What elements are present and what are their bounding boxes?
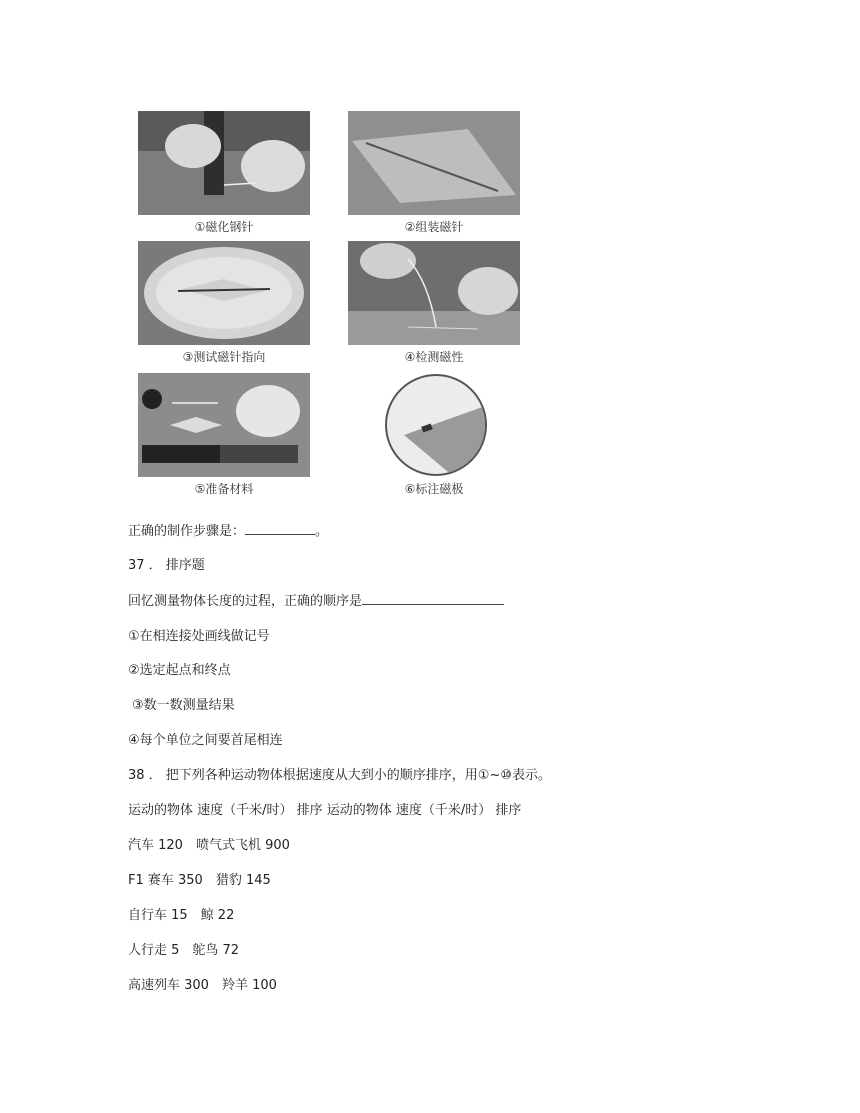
q37-option-4: ④每个单位之间要首尾相连 [128, 733, 283, 748]
q38-title: 38 ． 把下列各种运动物体根据速度从大到小的顺序排序，用①~⑩表示。 [128, 768, 552, 783]
figure-3-photo [138, 241, 310, 345]
q36-answer-line [128, 520, 328, 539]
figure-6-caption: ⑥标注磁极 [404, 482, 464, 496]
q38-row-3: 自行车 15 鲸 22 [128, 908, 235, 923]
figure-5-caption: ⑤准备材料 [194, 482, 254, 496]
figure-5-photo [138, 373, 310, 477]
q38-row-1: 汽车 120 喷气式飞机 900 [128, 838, 290, 853]
materials-photo-icon [138, 373, 310, 477]
figure-2-photo [348, 111, 520, 215]
pole-label-photo-icon [384, 373, 488, 477]
q37-option-2: ②选定起点和终点 [128, 663, 231, 678]
paper-needle-photo-icon [348, 111, 520, 215]
figure-2-caption: ②组装磁针 [404, 220, 464, 234]
q37-option-1: ①在相连接处画线做记号 [128, 629, 270, 644]
figure-6-photo [384, 373, 488, 477]
figure-1-photo [138, 111, 310, 215]
q36-answer-end: 。 [315, 524, 329, 539]
q37-prompt: 回忆测量物体长度的过程，正确的顺序是 [128, 594, 363, 609]
q37-prompt-line [128, 590, 504, 609]
hand-magnet-photo-icon [138, 111, 310, 215]
q37-title: 37 ． 排序题 [128, 558, 205, 573]
q37-option-3: ③数一数测量结果 [132, 698, 235, 713]
figure-4-caption: ④检测磁性 [404, 350, 464, 364]
figure-1-caption: ①磁化钢针 [194, 220, 254, 234]
needle-test-photo-icon [348, 241, 520, 345]
q38-row-2: F1 赛车 350 猎豹 145 [128, 873, 271, 888]
q36-answer-prompt: 正确的制作步骤是： [128, 524, 246, 539]
q37-answer-blank[interactable] [362, 592, 504, 605]
q38-header: 运动的物体 速度（千米/时） 排序 运动的物体 速度（千米/时） 排序 [128, 803, 522, 818]
q36-answer-blank[interactable] [245, 522, 315, 535]
q38-row-5: 高速列车 300 羚羊 100 [128, 978, 277, 993]
q38-row-4: 人行走 5 鸵鸟 72 [128, 943, 240, 958]
water-dish-photo-icon [138, 241, 310, 345]
figure-3-caption: ③测试磁针指向 [182, 350, 266, 364]
figure-4-photo [348, 241, 520, 345]
